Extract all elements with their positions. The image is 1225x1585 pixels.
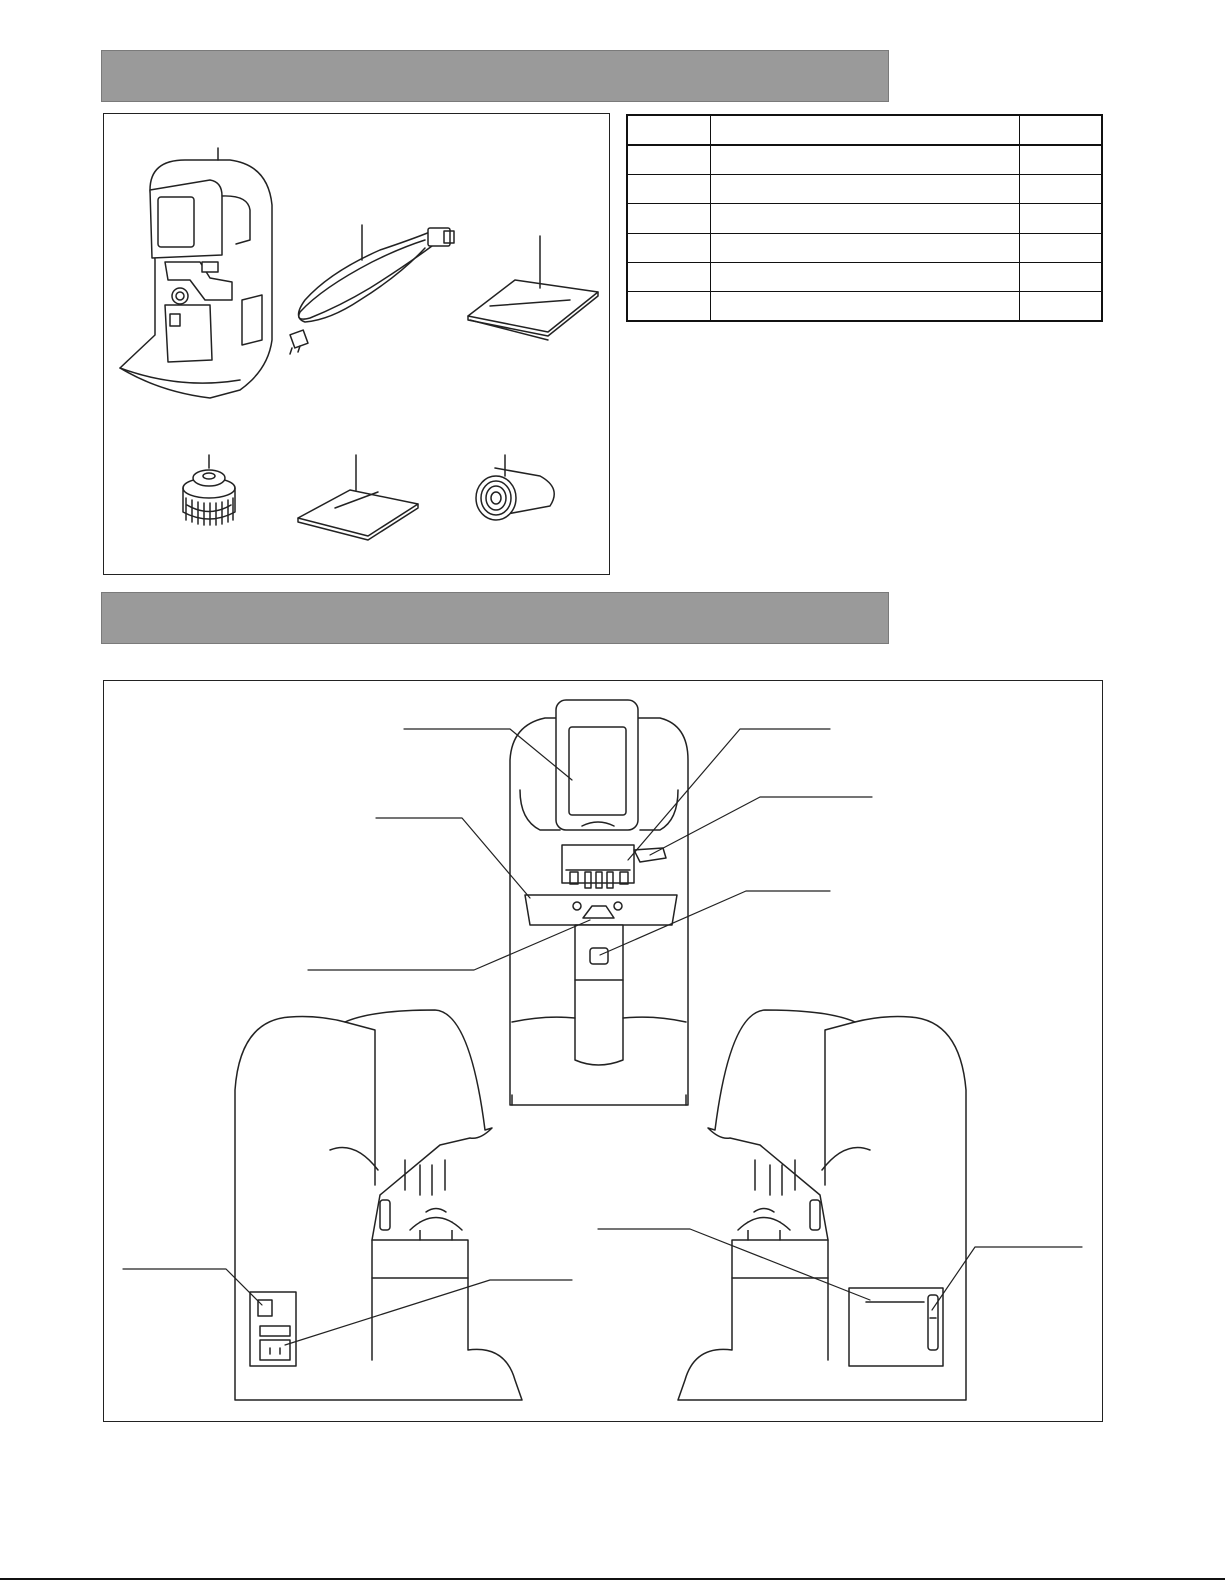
front-view-illustration bbox=[510, 700, 688, 1105]
left-side-view-illustration bbox=[235, 1010, 522, 1400]
lens-holder-cap-icon bbox=[183, 455, 235, 525]
lensmeter-main-unit-icon bbox=[120, 148, 272, 398]
power-cord-icon bbox=[290, 225, 454, 354]
printer-paper-roll-icon bbox=[476, 455, 554, 520]
page-bottom-rule bbox=[0, 1578, 1225, 1580]
dust-cover-sheet-icon bbox=[298, 455, 418, 540]
operator-manual-icon bbox=[468, 236, 598, 340]
right-side-view-illustration bbox=[678, 1010, 966, 1400]
